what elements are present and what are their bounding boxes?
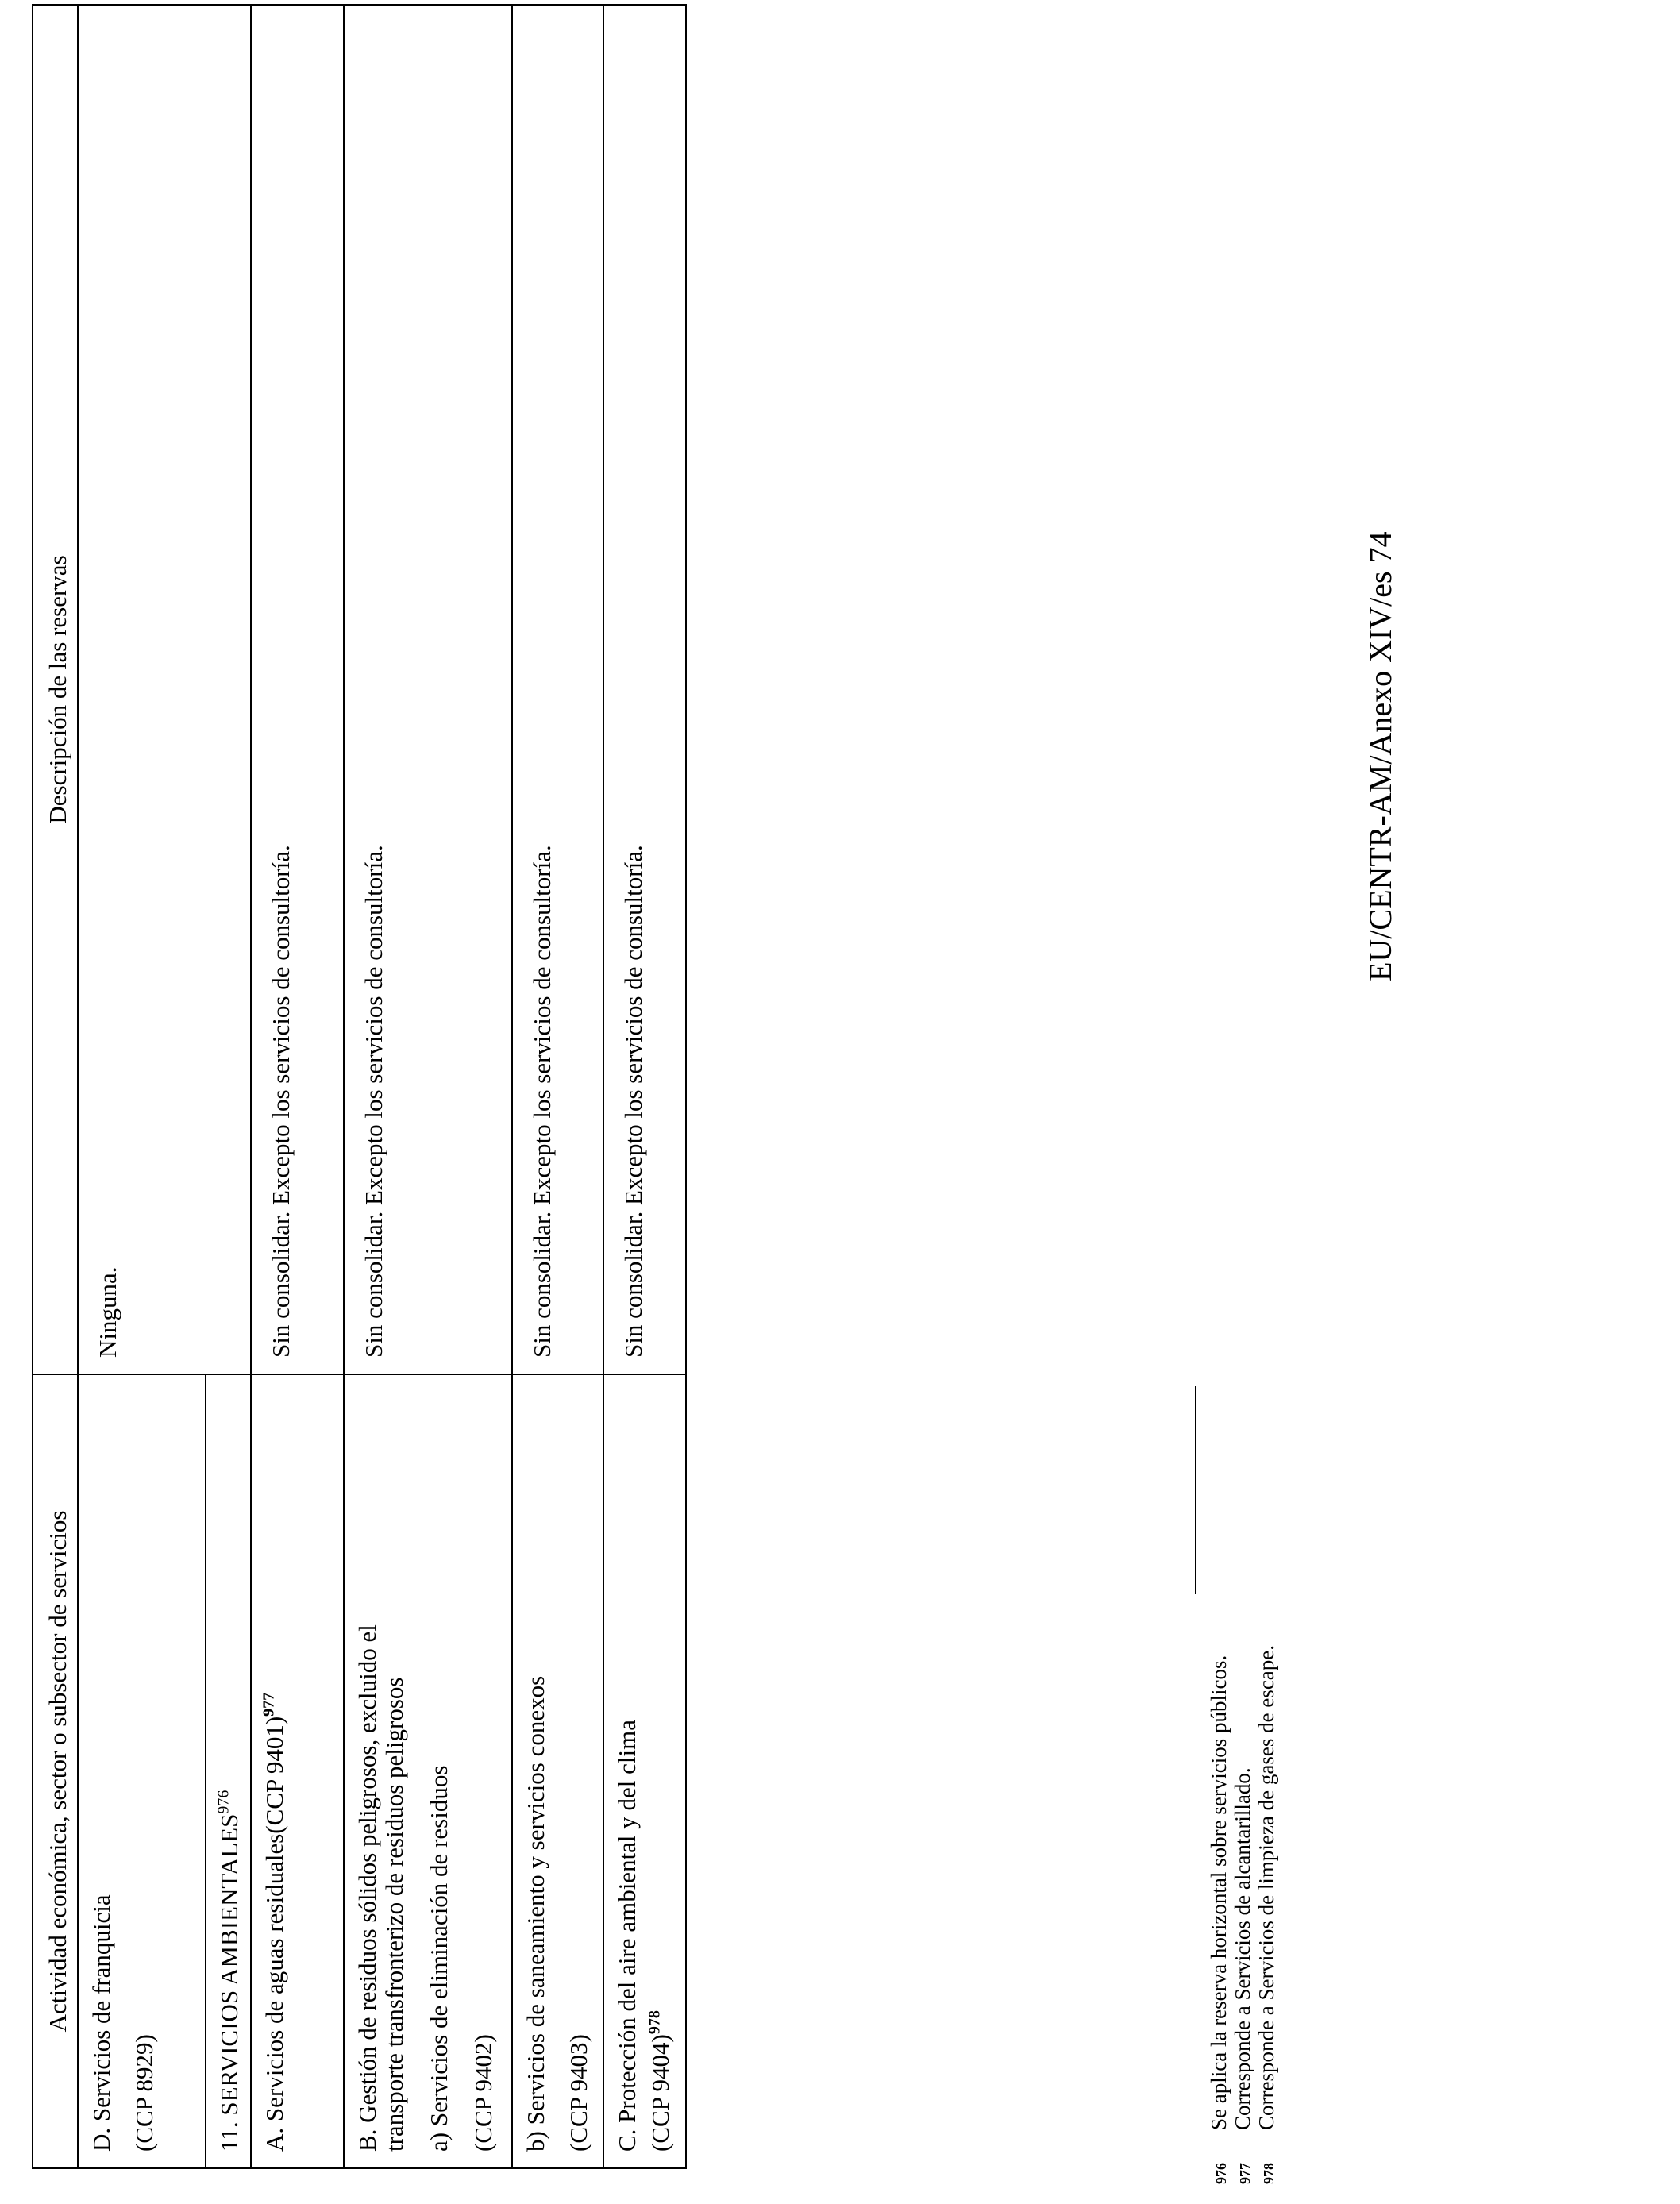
footnote <box>1207 1655 1231 2184</box>
activity-line: 11. SERVICIOS AMBIENTALES <box>215 1813 243 2152</box>
reserve-cell <box>251 5 344 1374</box>
activity-line: (CCP 9402) <box>469 2034 497 2152</box>
footnote-number: 976 <box>1213 2163 1229 2184</box>
footnote-ref: 976 <box>214 1790 233 1814</box>
activity-cell <box>206 1374 251 2168</box>
footnote-ref: 977 <box>260 1692 278 1717</box>
footnote-text: Corresponde a Servicios de limpieza de gases de escape. <box>1254 1644 1278 2130</box>
activity-cell <box>344 1374 512 2168</box>
table-row <box>512 5 603 2168</box>
document-reference: EU/CENTR-AM/Anexo XIV/es 74 <box>1362 531 1398 981</box>
footnote-divider <box>1195 1386 1196 1594</box>
activity-line: A. Servicios de aguas residuales(CCP 9401) <box>260 1716 288 2152</box>
footnote <box>1254 1645 1279 2184</box>
activity-cell <box>603 1374 686 2168</box>
activity-line: b) Servicios de saneamiento y servicios conexos <box>522 1675 549 2152</box>
footnote-text: Corresponde a Servicios de alcantarillado. <box>1231 1767 1254 2130</box>
activity-line: (CCP 8929) <box>130 2034 158 2152</box>
activity-line: (CCP 9403) <box>564 2034 592 2152</box>
footnote-ref: 978 <box>645 2010 664 2035</box>
reserve-text: Sin consolidar. Excepto los servicios de consultoría. <box>528 845 556 1358</box>
activity-line: C. Protección del aire ambiental y del clima <box>613 1719 641 2152</box>
reserve-text: Sin consolidar. Excepto los servicios de consultoría. <box>267 845 295 1358</box>
table-row <box>206 5 251 2168</box>
reserve-cell <box>344 5 512 1374</box>
activity-line: D. Servicios de franquicia <box>87 1894 115 2152</box>
activity-line: (CCP 9404) <box>646 2034 674 2152</box>
table-row <box>603 5 686 2168</box>
header-reserves: Descripción de las reservas <box>33 5 78 1374</box>
footnote-text: Se aplica la reserva horizontal sobre servicios públicos. <box>1207 1655 1231 2130</box>
reserve-text: Sin consolidar. Excepto los servicios de consultoría. <box>360 845 387 1358</box>
reserve-cell <box>512 5 603 1374</box>
activity-line: transporte transfronterizo de residuos peligrosos <box>380 1677 408 2152</box>
activity-cell <box>78 1374 206 2168</box>
activity-cell <box>251 1374 344 2168</box>
activity-line: B. Gestión de residuos sólidos peligrosos, excluido el <box>353 1624 381 2152</box>
table-header-row <box>33 5 78 2168</box>
footnote-number: 977 <box>1237 2163 1253 2184</box>
footnote <box>1231 1767 1255 2184</box>
header-activity: Actividad económica, sector o subsector de servicios <box>33 1374 78 2168</box>
reserve-cell <box>206 5 251 1374</box>
reserve-text: Ninguna. <box>94 1266 121 1358</box>
table-row <box>78 5 206 2168</box>
table-row <box>251 5 344 2168</box>
footnote-number: 978 <box>1261 2163 1277 2184</box>
activity-cell <box>512 1374 603 2168</box>
reserve-cell <box>603 5 686 1374</box>
table-row <box>344 5 512 2168</box>
reserve-cell <box>78 5 206 1374</box>
reserve-text: Sin consolidar. Excepto los servicios de consultoría. <box>619 845 647 1358</box>
activity-line: a) Servicios de eliminación de residuos <box>425 1765 453 2152</box>
reservations-table <box>32 4 687 2169</box>
